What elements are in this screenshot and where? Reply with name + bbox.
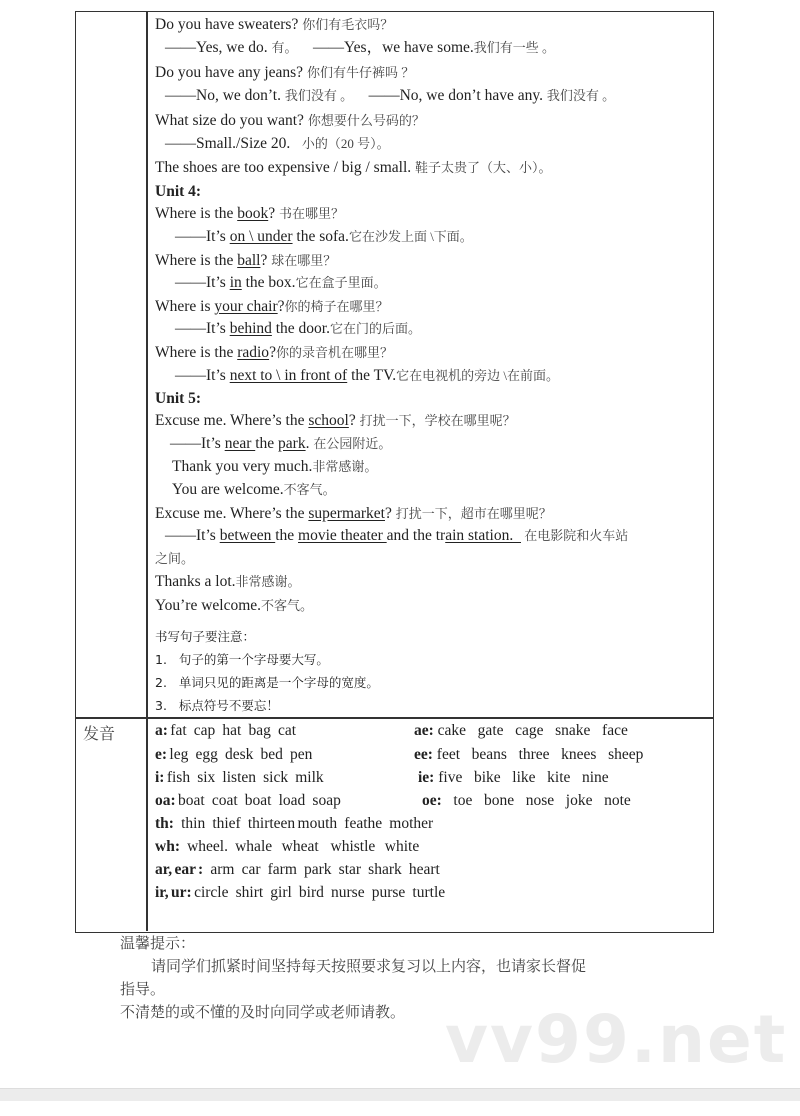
line-text: 不客气。 bbox=[283, 482, 336, 497]
line-text: Where is the bbox=[155, 205, 238, 222]
text-line bbox=[155, 814, 433, 834]
line-text: Excuse me. Where’s the bbox=[155, 505, 309, 522]
text-line bbox=[155, 204, 344, 224]
line-text: 3. 标点符号不要忘！ bbox=[155, 698, 279, 713]
text-line bbox=[418, 768, 609, 788]
line-text: leg egg desk bed pen bbox=[167, 746, 313, 763]
line-text: ——Small./Size 20. bbox=[165, 135, 302, 152]
line-text: 它在电视机的旁边 \在前面。 bbox=[396, 368, 560, 383]
text-line bbox=[155, 596, 313, 616]
text-line bbox=[175, 366, 559, 386]
line-text: 你们有毛衣吗？ bbox=[302, 17, 394, 32]
text-line bbox=[172, 480, 336, 500]
line-text: 鞋子太贵了（大、小）。 bbox=[415, 160, 552, 175]
line-text: The shoes are too expensive / big / small. bbox=[155, 159, 415, 176]
line-text: 非常感谢。 bbox=[312, 459, 378, 474]
line-heading: ir, ur: bbox=[155, 884, 192, 901]
text-line bbox=[165, 134, 390, 154]
text-line bbox=[155, 297, 389, 317]
text-line bbox=[422, 791, 631, 811]
line-heading: e: bbox=[155, 746, 168, 763]
line-heading: ar, ear : bbox=[155, 861, 204, 878]
text-line bbox=[155, 549, 194, 569]
line-text: the sofa. bbox=[292, 228, 349, 245]
text-line bbox=[155, 572, 301, 592]
line-text: ——It’s bbox=[175, 320, 230, 337]
underlined-answer: supermarket bbox=[308, 505, 385, 522]
text-line bbox=[155, 251, 336, 271]
text-line bbox=[155, 111, 425, 131]
line-text: 之间。 bbox=[155, 551, 195, 566]
text-line bbox=[155, 15, 393, 35]
underlined-answer: your chair bbox=[214, 298, 278, 315]
line-text: the TV. bbox=[347, 367, 397, 384]
line-text: 我们有一些 。 bbox=[473, 40, 556, 55]
pronunciation-label: 发音 bbox=[83, 726, 116, 743]
line-text: What size do you want? bbox=[155, 112, 308, 129]
text-line bbox=[155, 721, 296, 741]
line-heading: oa: bbox=[155, 792, 176, 809]
line-text: five bike like kite nine bbox=[434, 769, 609, 786]
line-text: fat cap hat bag cat bbox=[167, 722, 297, 739]
text-line bbox=[155, 182, 201, 202]
underlined-answer: book bbox=[237, 205, 269, 222]
line-text: and the tr bbox=[386, 527, 446, 544]
footer-line-1: 请同学们抓紧时间坚持每天按照要求复习以上内容，也请家长督促 bbox=[151, 959, 587, 975]
line-text: 你们有牛仔裤吗 ？ bbox=[306, 65, 415, 80]
line-text: 你想要什么号码的？ bbox=[307, 113, 425, 128]
line-text: 它在盒子里面。 bbox=[295, 275, 387, 290]
line-text: ——No, we don’t. bbox=[165, 87, 285, 104]
underlined-answer: radio bbox=[237, 344, 270, 361]
line-text: ——No, we don’t have any. bbox=[353, 87, 547, 104]
text-line bbox=[155, 696, 279, 716]
line-text: 你的椅子在哪里？ bbox=[284, 299, 389, 314]
text-line bbox=[155, 158, 552, 178]
line-text: Do you have sweaters? bbox=[155, 16, 303, 33]
line-text: ——It’s bbox=[170, 435, 225, 452]
line-text: toe bone nose joke note bbox=[441, 792, 631, 809]
text-line bbox=[155, 627, 255, 647]
line-text: ——It’s bbox=[175, 367, 230, 384]
line-text: 书在哪里？ bbox=[278, 206, 344, 221]
text-line bbox=[165, 38, 555, 58]
line-text: ——It’s bbox=[165, 527, 220, 544]
line-text: Thanks a lot. bbox=[155, 573, 236, 590]
column-divider bbox=[146, 11, 148, 931]
line-text: 球在哪里？ bbox=[271, 253, 337, 268]
line-heading: i: bbox=[155, 769, 165, 786]
underlined-answer: next to \ in front of bbox=[229, 367, 348, 384]
line-text: ——Yes, we do. bbox=[165, 39, 272, 56]
underlined-answer: movie theater bbox=[298, 527, 387, 544]
line-text: the door. bbox=[271, 320, 330, 337]
line-heading: ee: bbox=[414, 746, 433, 763]
line-heading: ie: bbox=[418, 769, 435, 786]
text-line bbox=[175, 319, 421, 339]
text-line bbox=[414, 745, 643, 765]
line-text: 我们没有 。 bbox=[546, 88, 616, 103]
line-text: 不客气。 bbox=[261, 598, 314, 613]
underlined-answer: park bbox=[278, 435, 306, 452]
line-text: arm car farm park star shark heart bbox=[203, 861, 440, 878]
text-line bbox=[155, 673, 379, 693]
text-line bbox=[170, 434, 391, 454]
line-text: ? bbox=[269, 344, 276, 361]
text-line bbox=[155, 63, 414, 83]
text-line bbox=[155, 411, 516, 431]
text-line bbox=[172, 457, 377, 477]
line-text: 它在沙发上面 \下面。 bbox=[348, 229, 473, 244]
line-text: Do you have any jeans? bbox=[155, 64, 307, 81]
line-text: ? bbox=[384, 505, 396, 522]
line-text: thin thief thirteen mouth feathe mother bbox=[173, 815, 434, 832]
line-text: 1. 句子的第一个字母要大写。 bbox=[155, 652, 329, 667]
text-line bbox=[175, 273, 387, 293]
underlined-answer: behind bbox=[229, 320, 272, 337]
text-line bbox=[155, 791, 341, 811]
line-text: the bbox=[275, 527, 299, 544]
line-text: 打扰一下，学校在哪里呢？ bbox=[359, 413, 516, 428]
line-heading: wh: bbox=[155, 838, 180, 855]
line-text: the bbox=[255, 435, 279, 452]
text-line bbox=[155, 860, 440, 880]
line-text: Thank you very much. bbox=[172, 458, 313, 475]
line-heading: th: bbox=[155, 815, 174, 832]
line-text: 你的录音机在哪里？ bbox=[275, 345, 393, 360]
line-text: 非常感谢。 bbox=[235, 574, 301, 589]
footer-title: 温馨提示： bbox=[120, 936, 196, 952]
footer-line-3: 不清楚的或不懂的及时向同学或老师请教。 bbox=[120, 1005, 406, 1021]
underlined-answer: ain station. bbox=[445, 527, 521, 544]
line-heading: Unit 4: bbox=[155, 183, 202, 200]
text-line bbox=[155, 745, 312, 765]
text-line bbox=[155, 389, 201, 409]
line-text: Where is the bbox=[155, 344, 238, 361]
footer-line-2: 指导。 bbox=[120, 982, 166, 998]
line-text: You are welcome. bbox=[172, 481, 284, 498]
line-heading: a: bbox=[155, 722, 168, 739]
line-text: Where is the bbox=[155, 252, 238, 269]
page-bottom-bar bbox=[0, 1088, 800, 1101]
text-line bbox=[175, 227, 473, 247]
underlined-answer: in bbox=[229, 274, 242, 291]
line-text: 它在门的后面。 bbox=[330, 321, 422, 336]
text-line bbox=[155, 883, 445, 903]
text-line bbox=[155, 837, 419, 857]
line-text: ——It’s bbox=[175, 274, 230, 291]
line-text: circle shirt girl bird nurse purse turtle bbox=[191, 884, 446, 901]
underlined-answer: ball bbox=[237, 252, 261, 269]
line-text: cake gate cage snake face bbox=[433, 722, 628, 739]
line-text: 打扰一下，超市在哪里呢？ bbox=[395, 506, 552, 521]
line-text: Excuse me. Where’s the bbox=[155, 412, 309, 429]
text-line bbox=[155, 650, 329, 670]
line-text: . bbox=[305, 435, 314, 452]
underlined-answer: near bbox=[224, 435, 256, 452]
text-line bbox=[165, 526, 628, 546]
watermark: vv99.net bbox=[445, 1001, 788, 1078]
line-text: fish six listen sick milk bbox=[164, 769, 324, 786]
line-text: 2. 单词只见的距离是一个字母的宽度。 bbox=[155, 675, 379, 690]
underlined-answer: on \ under bbox=[229, 228, 293, 245]
text-line bbox=[155, 504, 552, 524]
line-heading: oe: bbox=[422, 792, 442, 809]
line-heading: ae: bbox=[414, 722, 434, 739]
line-text: 书写句子要注意： bbox=[155, 629, 256, 644]
line-text: ? bbox=[348, 412, 360, 429]
line-text: 在电影院和火车站 bbox=[521, 528, 629, 543]
text-line bbox=[155, 343, 393, 363]
line-text: 在公园附近。 bbox=[313, 436, 392, 451]
line-text: ? bbox=[277, 298, 285, 315]
line-text: 小的（20 号）。 bbox=[301, 136, 390, 151]
line-text: 有。 bbox=[271, 40, 298, 55]
text-line bbox=[155, 768, 324, 788]
line-text: ? bbox=[268, 205, 279, 222]
text-line bbox=[165, 86, 615, 106]
underlined-answer: between bbox=[219, 527, 276, 544]
line-text: boat coat boat load soap bbox=[175, 792, 341, 809]
line-text: You’re welcome. bbox=[155, 597, 262, 614]
line-text: ——It’s bbox=[175, 228, 230, 245]
line-heading: Unit 5: bbox=[155, 390, 202, 407]
line-text: wheel. whale wheat whistle white bbox=[179, 838, 420, 855]
line-text: ? bbox=[260, 252, 272, 269]
underlined-answer: school bbox=[308, 412, 349, 429]
line-text: the box. bbox=[241, 274, 296, 291]
line-text: ——Yes，we have some. bbox=[297, 39, 474, 56]
line-text: 我们没有 。 bbox=[284, 88, 354, 103]
line-text: feet beans three knees sheep bbox=[432, 746, 644, 763]
text-line bbox=[414, 721, 628, 741]
line-text: Where is bbox=[155, 298, 215, 315]
